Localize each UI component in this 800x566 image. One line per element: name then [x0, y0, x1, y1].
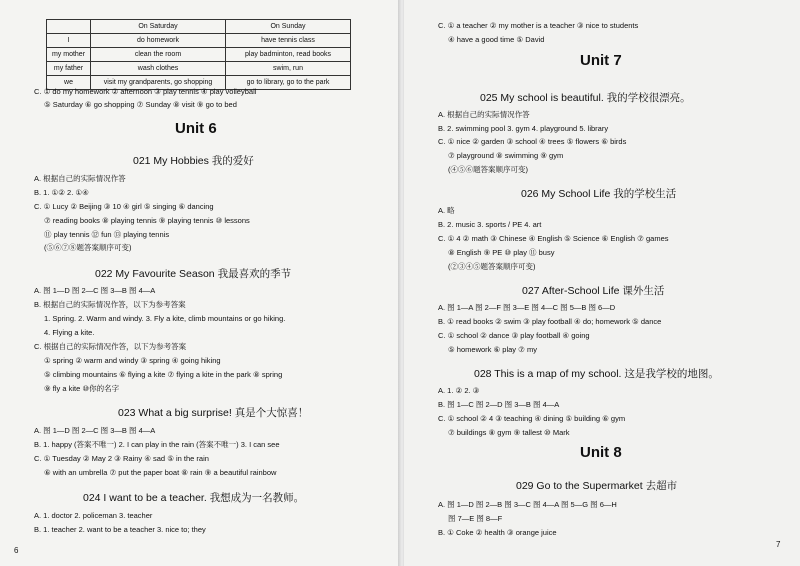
answer-line: (②③④⑤题答案顺序可变): [448, 262, 536, 271]
table-row: [47, 62, 351, 76]
answer-line: A. 图 1—A 图 2—F 图 3—E 图 4—C 图 5—B 图 6—D: [438, 303, 616, 312]
answer-line: B. 1. teacher 2. want to be a teacher 3. nice to; they: [34, 525, 206, 534]
answer-line: ⑤ climbing mountains ⑥ flying a kite ⑦ flying a kite in the park ⑧ spring: [44, 370, 283, 379]
lesson-title: 022 My Favourite Season 我最喜欢的季节: [95, 268, 292, 280]
table-cell: clean the room: [91, 48, 226, 62]
table-cell: my father: [47, 62, 91, 76]
unit-heading: Unit 8: [580, 444, 622, 461]
table-cell: swim, run: [226, 62, 351, 76]
lesson-title: 021 My Hobbies 我的爱好: [133, 155, 254, 167]
answer-line: ⑨ fly a kite ⑩你的名字: [44, 384, 120, 393]
answer-line: B. 1. ①② 2. ①④: [34, 188, 89, 197]
answer-line: ⑤ homework ⑥ play ⑦ my: [448, 345, 537, 354]
unit-heading: Unit 6: [175, 120, 217, 137]
answer-line: C. ① school ② 4 ③ teaching ④ dining ⑤ building ⑥ gym: [438, 414, 626, 423]
answer-line: A. 1. ② 2. ③: [438, 386, 480, 395]
answer-line: B. 2. music 3. sports / PE 4. art: [438, 220, 542, 229]
lesson-title: 029 Go to the Supermarket 去超市: [516, 480, 678, 492]
table-row: [47, 48, 351, 62]
answer-line: ⑦ playground ⑧ swimming ⑨ gym: [448, 151, 564, 160]
table-header-saturday: On Saturday: [91, 20, 226, 34]
answer-line: 4. Flying a kite.: [44, 328, 95, 337]
table-cell: my mother: [47, 48, 91, 62]
answer-line: ⑪ play tennis ⑫ fun ⑬ playing tennis: [44, 230, 170, 239]
lesson-title: 026 My School Life 我的学校生活: [521, 188, 677, 200]
answer-line: ⑦ reading books ⑧ playing tennis ⑨ playing tennis ⑩ lessons: [44, 216, 250, 225]
answer-line: C. ① Lucy ② Beijing ③ 10 ④ girl ⑤ singing ⑥ dancing: [34, 202, 214, 211]
table-cell: we: [47, 76, 91, 90]
answer-line: (⑤⑥⑦⑧题答案顺序可变): [44, 243, 132, 252]
table-cell: have tennis class: [226, 34, 351, 48]
table-cell: do homework: [91, 34, 226, 48]
table-cell: go to library, go to the park: [226, 76, 351, 90]
answer-line: ⑦ buildings ⑧ gym ⑨ tallest ⑩ Mark: [448, 428, 570, 437]
answer-line: B. 1. happy (答案不唯一) 2. I can play in the rain (答案不唯一) 3. I can see: [34, 440, 280, 449]
page-number: 7: [776, 540, 781, 549]
weekend-activity-table: [46, 19, 351, 90]
answer-line: C. ① school ② dance ③ play football ④ going: [438, 331, 590, 340]
lesson-title: 025 My school is beautiful. 我的学校很漂亮。: [480, 92, 691, 104]
lesson-title: 027 After-School Life 课外生活: [522, 285, 665, 297]
answer-line: B. 2. swimming pool 3. gym 4. playground 5. library: [438, 124, 609, 133]
table-cell: wash clothes: [91, 62, 226, 76]
answer-line: C. ① a teacher ② my mother is a teacher ③ nice to students: [438, 21, 639, 30]
lesson-title: 023 What a big surprise! 真是个大惊喜！: [118, 407, 309, 419]
table-cell: visit my grandparents, go shopping: [91, 76, 226, 90]
answer-line: A. 图 1—D 图 2—B 图 3—C 图 4—A 图 5—G 图 6—H: [438, 500, 617, 509]
answer-line: A. 略: [438, 206, 455, 215]
answer-line: B. 图 1—C 图 2—D 图 3—B 图 4—A: [438, 400, 560, 409]
table-row: [47, 34, 351, 48]
answer-line: B. ① read books ② swim ③ play football ④ do; homework ⑤ dance: [438, 317, 662, 326]
answer-line: A. 根据自己的实际情况作答: [34, 174, 126, 183]
answer-line: A. 图 1—D 图 2—C 图 3—B 图 4—A: [34, 286, 156, 295]
lesson-title: 028 This is a map of my school. 这是我学校的地图。: [474, 368, 719, 380]
answer-line: B. ① Coke ② health ③ orange juice: [438, 528, 557, 537]
answer-line: C. 根据自己的实际情况作答，以下为参考答案: [34, 342, 187, 351]
answer-line: A. 图 1—D 图 2—C 图 3—B 图 4—A: [34, 426, 156, 435]
table-cell: play badminton, read books: [226, 48, 351, 62]
answer-line: (④⑤⑥题答案顺序可变): [448, 165, 528, 174]
answer-line: C. ① 4 ② math ③ Chinese ④ English ⑤ Science ⑥ English ⑦ games: [438, 234, 669, 243]
table-cell: [47, 20, 91, 34]
page-number: 6: [14, 546, 19, 555]
table-cell: I: [47, 34, 91, 48]
answer-line: ⑤ Saturday ⑥ go shopping ⑦ Sunday ⑧ visit ⑨ go to bed: [44, 100, 237, 109]
answer-line: C. ① Tuesday ② May 2 ③ Rainy ④ sad ⑤ in the rain: [34, 454, 209, 463]
answer-line: A. 根据自己的实际情况作答: [438, 110, 530, 119]
table-header-sunday: On Sunday: [226, 20, 351, 34]
answer-line: C. ① nice ② garden ③ school ④ trees ⑤ flowers ⑥ birds: [438, 137, 627, 146]
answer-line: B. 根据自己的实际情况作答，以下为参考答案: [34, 300, 186, 309]
table-header-row: [47, 20, 351, 34]
answer-line: 图 7—E 图 8—F: [448, 514, 503, 523]
answer-line: ④ have a good time ⑤ David: [448, 35, 545, 44]
right-page: [404, 0, 800, 566]
lesson-title: 024 I want to be a teacher. 我想成为一名教师。: [83, 492, 305, 504]
answer-line: A. 1. doctor 2. policeman 3. teacher: [34, 511, 153, 520]
answer-line: ⑥ with an umbrella ⑦ put the paper boat ⑧ rain ⑨ a beautiful rainbow: [44, 468, 277, 477]
answer-line: C. ① do my homework ② afternoon ③ play tennis ④ play volleyball: [34, 87, 257, 96]
answer-line: ① spring ② warm and windy ③ spring ④ going hiking: [44, 356, 221, 365]
answer-line: 1. Spring. 2. Warm and windy. 3. Fly a kite, climb mountains or go hiking.: [44, 314, 286, 323]
answer-line: ⑧ English ⑨ PE ⑩ play ⑪ busy: [448, 248, 555, 257]
unit-heading: Unit 7: [580, 52, 622, 69]
